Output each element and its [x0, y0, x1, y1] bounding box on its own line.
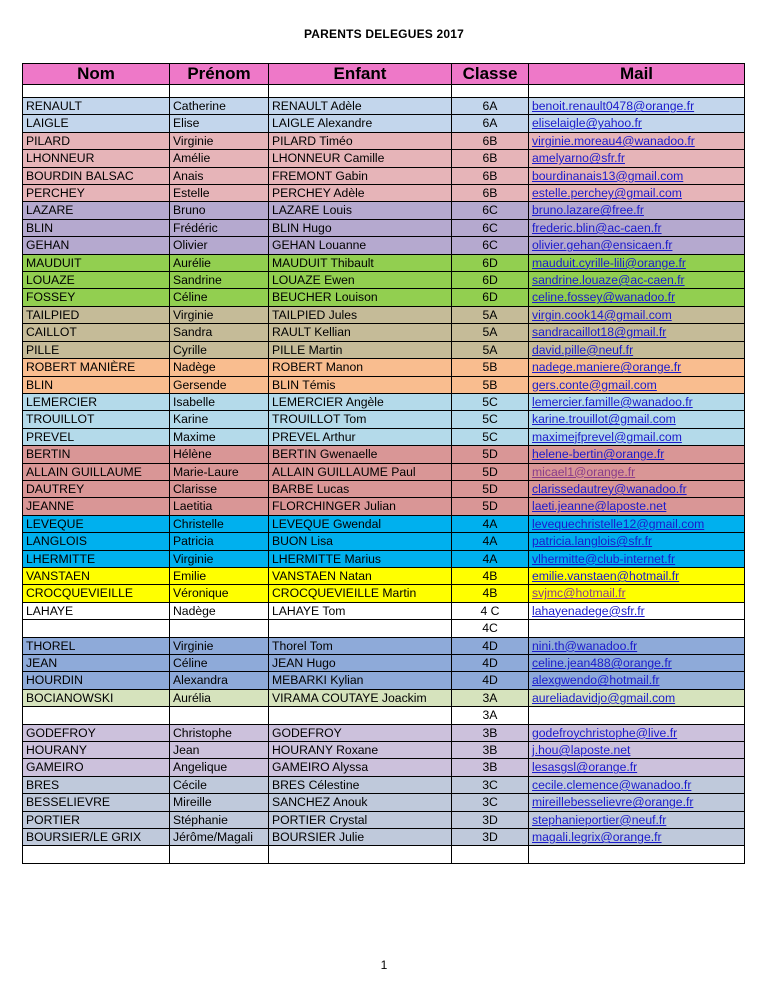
delegates-table — [22, 63, 745, 864]
cell-nom: PILARD — [23, 132, 170, 149]
cell-enfant: BOURSIER Julie — [269, 829, 452, 846]
table-row — [23, 411, 745, 428]
cell-prenom: Nadège — [170, 602, 269, 619]
cell-enfant: RENAULT Adèle — [269, 98, 452, 115]
cell-prenom: Clarisse — [170, 480, 269, 497]
table-row — [23, 306, 745, 323]
table-row — [23, 515, 745, 532]
cell-classe: 5C — [452, 393, 529, 410]
cell-enfant: MEBARKI Kylian — [269, 672, 452, 689]
cell-prenom: Christelle — [170, 515, 269, 532]
cell-mail[interactable]: virgin.cook14@gmail.com — [529, 306, 745, 323]
cell-classe: 4B — [452, 585, 529, 602]
cell-enfant: VANSTAEN Natan — [269, 567, 452, 584]
cell-enfant: BERTIN Gwenaelle — [269, 446, 452, 463]
cell-mail[interactable]: patricia.langlois@sfr.fr — [529, 533, 745, 550]
table-row — [23, 272, 745, 289]
cell-nom: ALLAIN GUILLAUME — [23, 463, 170, 480]
cell-enfant: HOURANY Roxane — [269, 742, 452, 759]
cell-enfant: LHONNEUR Camille — [269, 150, 452, 167]
cell-classe: 3A — [452, 707, 529, 724]
cell-enfant: GAMEIRO Alyssa — [269, 759, 452, 776]
cell-prenom: Angelique — [170, 759, 269, 776]
cell-nom: RENAULT — [23, 98, 170, 115]
cell-classe: 5B — [452, 376, 529, 393]
table-row — [23, 533, 745, 550]
table-row — [23, 219, 745, 236]
cell-classe: 5D — [452, 463, 529, 480]
cell-classe: 6D — [452, 272, 529, 289]
cell-nom: GODEFROY — [23, 724, 170, 741]
spacer-cell — [269, 85, 452, 98]
table-row — [23, 324, 745, 341]
cell-classe: 5D — [452, 480, 529, 497]
cell-classe: 6B — [452, 167, 529, 184]
page-number: 1 — [380, 958, 388, 972]
cell-classe: 5B — [452, 359, 529, 376]
cell-prenom: Olivier — [170, 237, 269, 254]
cell-prenom: Jean — [170, 742, 269, 759]
cell-mail[interactable]: olivier.gehan@ensicaen.fr — [529, 237, 745, 254]
cell-classe: 4 C — [452, 602, 529, 619]
table-row — [23, 567, 745, 584]
cell-mail[interactable]: maximejfprevel@gmail.com — [529, 428, 745, 445]
table-row — [23, 550, 745, 567]
header-enfant: Enfant — [269, 64, 452, 85]
table-row — [23, 655, 745, 672]
cell-enfant: GODEFROY — [269, 724, 452, 741]
table-row — [23, 254, 745, 271]
cell-prenom: Jérôme/Magali — [170, 829, 269, 846]
cell-nom: LEVEQUE — [23, 515, 170, 532]
cell-mail[interactable]: gers.conte@gmail.com — [529, 376, 745, 393]
cell-enfant: LAZARE Louis — [269, 202, 452, 219]
cell-prenom: Christophe — [170, 724, 269, 741]
cell-prenom: Bruno — [170, 202, 269, 219]
cell-classe: 3B — [452, 759, 529, 776]
cell-nom: LAZARE — [23, 202, 170, 219]
cell-enfant: ALLAIN GUILLAUME Paul — [269, 463, 452, 480]
cell-classe: 5D — [452, 446, 529, 463]
cell-mail[interactable]: lesasgsl@orange.fr — [529, 759, 745, 776]
cell-mail[interactable]: vlhermitte@club-internet.fr — [529, 550, 745, 567]
cell-classe: 5C — [452, 428, 529, 445]
cell-mail[interactable]: nadege.maniere@orange.fr — [529, 359, 745, 376]
cell-prenom: Sandra — [170, 324, 269, 341]
cell-classe: 3C — [452, 776, 529, 793]
cell-classe: 4B — [452, 567, 529, 584]
cell-mail[interactable]: aureliadavidjo@gmail.com — [529, 689, 745, 706]
cell-mail[interactable]: cecile.clemence@wanadoo.fr — [529, 776, 745, 793]
cell-classe: 5D — [452, 498, 529, 515]
cell-mail[interactable]: amelyarno@sfr.fr — [529, 150, 745, 167]
cell-prenom: Marie-Laure — [170, 463, 269, 480]
spacer-cell — [23, 85, 170, 98]
cell-nom: BLIN — [23, 376, 170, 393]
cell-enfant — [269, 707, 452, 724]
cell-prenom: Virginie — [170, 550, 269, 567]
cell-classe: 3B — [452, 724, 529, 741]
cell-enfant: BRES Célestine — [269, 776, 452, 793]
cell-enfant — [269, 846, 452, 863]
cell-nom: PREVEL — [23, 428, 170, 445]
document-title: PARENTS DELEGUES 2017 — [303, 27, 465, 41]
cell-mail[interactable]: celine.jean488@orange.fr — [529, 655, 745, 672]
cell-nom: HOURDIN — [23, 672, 170, 689]
spacer-cell — [170, 85, 269, 98]
spacer-cell — [452, 85, 529, 98]
cell-classe: 5A — [452, 306, 529, 323]
cell-mail[interactable]: frederic.blin@ac-caen.fr — [529, 219, 745, 236]
cell-nom: BOURSIER/LE GRIX — [23, 829, 170, 846]
table-row — [23, 759, 745, 776]
cell-classe: 6B — [452, 150, 529, 167]
cell-enfant — [269, 620, 452, 637]
cell-classe: 3D — [452, 811, 529, 828]
cell-classe: 4D — [452, 655, 529, 672]
cell-mail — [529, 707, 745, 724]
cell-mail[interactable]: estelle.perchey@gmail.com — [529, 185, 745, 202]
cell-nom — [23, 707, 170, 724]
header-classe: Classe — [452, 64, 529, 85]
table-row — [23, 150, 745, 167]
cell-prenom: Frédéric — [170, 219, 269, 236]
cell-prenom: Elise — [170, 115, 269, 132]
cell-nom: LHONNEUR — [23, 150, 170, 167]
cell-nom: TROUILLOT — [23, 411, 170, 428]
cell-mail[interactable]: bourdinanais13@gmail.com — [529, 167, 745, 184]
cell-mail[interactable]: celine.fossey@wanadoo.fr — [529, 289, 745, 306]
cell-nom — [23, 620, 170, 637]
cell-mail[interactable]: mireillebesselievre@orange.fr — [529, 794, 745, 811]
cell-classe: 5A — [452, 341, 529, 358]
cell-enfant: BUON Lisa — [269, 533, 452, 550]
cell-mail[interactable]: svjmc@hotmail.fr — [529, 585, 745, 602]
cell-classe: 4D — [452, 672, 529, 689]
cell-enfant: FLORCHINGER Julian — [269, 498, 452, 515]
table-row — [23, 480, 745, 497]
table-row — [23, 463, 745, 480]
cell-prenom: Catherine — [170, 98, 269, 115]
cell-classe: 4D — [452, 637, 529, 654]
header-row — [23, 64, 745, 85]
cell-mail[interactable]: helene-bertin@orange.fr — [529, 446, 745, 463]
table-row — [23, 602, 745, 619]
cell-nom: MAUDUIT — [23, 254, 170, 271]
cell-nom: JEANNE — [23, 498, 170, 515]
header-mail: Mail — [529, 64, 745, 85]
cell-classe: 3D — [452, 829, 529, 846]
cell-mail[interactable]: benoit.renault0478@orange.fr — [529, 98, 745, 115]
cell-classe: 4A — [452, 515, 529, 532]
cell-mail[interactable]: david.pille@neuf.fr — [529, 341, 745, 358]
cell-nom: LEMERCIER — [23, 393, 170, 410]
cell-nom: GEHAN — [23, 237, 170, 254]
cell-enfant: VIRAMA COUTAYE Joackim — [269, 689, 452, 706]
cell-prenom: Hélène — [170, 446, 269, 463]
cell-mail[interactable]: laeti.jeanne@laposte.net — [529, 498, 745, 515]
table-row — [23, 707, 745, 724]
cell-prenom: Sandrine — [170, 272, 269, 289]
cell-classe: 5C — [452, 411, 529, 428]
cell-nom: PORTIER — [23, 811, 170, 828]
cell-enfant: RAULT Kellian — [269, 324, 452, 341]
cell-classe — [452, 846, 529, 863]
cell-enfant: SANCHEZ Anouk — [269, 794, 452, 811]
table-row — [23, 237, 745, 254]
cell-nom: LANGLOIS — [23, 533, 170, 550]
cell-nom: DAUTREY — [23, 480, 170, 497]
table-row — [23, 167, 745, 184]
cell-mail[interactable]: emilie.vanstaen@hotmail.fr — [529, 567, 745, 584]
cell-prenom: Nadège — [170, 359, 269, 376]
cell-nom: BERTIN — [23, 446, 170, 463]
cell-mail[interactable]: virginie.moreau4@wanadoo.fr — [529, 132, 745, 149]
cell-enfant: JEAN Hugo — [269, 655, 452, 672]
cell-nom: BOURDIN BALSAC — [23, 167, 170, 184]
table-row — [23, 829, 745, 846]
cell-nom: LOUAZE — [23, 272, 170, 289]
cell-enfant: Thorel Tom — [269, 637, 452, 654]
cell-prenom — [170, 846, 269, 863]
cell-enfant: TAILPIED Jules — [269, 306, 452, 323]
cell-prenom: Cyrille — [170, 341, 269, 358]
cell-classe: 6C — [452, 202, 529, 219]
cell-nom: TAILPIED — [23, 306, 170, 323]
cell-nom: LAIGLE — [23, 115, 170, 132]
cell-classe: 6C — [452, 219, 529, 236]
cell-enfant: BLIN Hugo — [269, 219, 452, 236]
table-row — [23, 393, 745, 410]
cell-nom: LHERMITTE — [23, 550, 170, 567]
cell-mail — [529, 620, 745, 637]
cell-classe: 4A — [452, 533, 529, 550]
cell-enfant: CROCQUEVIEILLE Martin — [269, 585, 452, 602]
cell-prenom: Gersende — [170, 376, 269, 393]
cell-mail[interactable]: lahayenadege@sfr.fr — [529, 602, 745, 619]
cell-nom: FOSSEY — [23, 289, 170, 306]
cell-nom: PILLE — [23, 341, 170, 358]
cell-prenom: Virginie — [170, 637, 269, 654]
cell-classe: 6C — [452, 237, 529, 254]
cell-mail[interactable]: sandracaillot18@gmail.fr — [529, 324, 745, 341]
cell-enfant: MAUDUIT Thibault — [269, 254, 452, 271]
cell-classe: 6A — [452, 98, 529, 115]
cell-classe: 6D — [452, 289, 529, 306]
cell-enfant: LHERMITTE Marius — [269, 550, 452, 567]
cell-mail[interactable]: sandrine.louaze@ac-caen.fr — [529, 272, 745, 289]
cell-nom: PERCHEY — [23, 185, 170, 202]
cell-mail[interactable]: bruno.lazare@free.fr — [529, 202, 745, 219]
cell-prenom: Anais — [170, 167, 269, 184]
cell-enfant: LEMERCIER Angèle — [269, 393, 452, 410]
table-row — [23, 132, 745, 149]
cell-enfant: BLIN Témis — [269, 376, 452, 393]
cell-classe: 3C — [452, 794, 529, 811]
cell-mail[interactable]: clarissedautrey@wanadoo.fr — [529, 480, 745, 497]
table-row — [23, 585, 745, 602]
cell-mail[interactable]: nini.th@wanadoo.fr — [529, 637, 745, 654]
cell-classe: 5A — [452, 324, 529, 341]
cell-mail[interactable]: micael1@orange.fr — [529, 463, 745, 480]
table-row — [23, 341, 745, 358]
cell-prenom: Isabelle — [170, 393, 269, 410]
cell-mail[interactable]: lemercier.famille@wanadoo.fr — [529, 393, 745, 410]
cell-prenom: Laetitia — [170, 498, 269, 515]
cell-prenom: Maxime — [170, 428, 269, 445]
cell-enfant: TROUILLOT Tom — [269, 411, 452, 428]
cell-enfant: PILLE Martin — [269, 341, 452, 358]
cell-classe: 6D — [452, 254, 529, 271]
cell-mail[interactable]: karine.trouillot@gmail.com — [529, 411, 745, 428]
table-row — [23, 498, 745, 515]
cell-classe: 6B — [452, 185, 529, 202]
table-row — [23, 376, 745, 393]
cell-nom: THOREL — [23, 637, 170, 654]
cell-nom: BRES — [23, 776, 170, 793]
table-row — [23, 846, 745, 863]
cell-nom: VANSTAEN — [23, 567, 170, 584]
cell-classe: 6A — [452, 115, 529, 132]
cell-prenom: Mireille — [170, 794, 269, 811]
cell-enfant: ROBERT Manon — [269, 359, 452, 376]
cell-nom: CROCQUEVIEILLE — [23, 585, 170, 602]
cell-enfant: BARBE Lucas — [269, 480, 452, 497]
cell-classe: 3B — [452, 742, 529, 759]
cell-prenom: Aurélie — [170, 254, 269, 271]
cell-enfant: FREMONT Gabin — [269, 167, 452, 184]
table-row — [23, 742, 745, 759]
cell-nom: BLIN — [23, 219, 170, 236]
cell-prenom: Patricia — [170, 533, 269, 550]
header-prenom: Prénom — [170, 64, 269, 85]
cell-prenom: Emilie — [170, 567, 269, 584]
cell-nom: HOURANY — [23, 742, 170, 759]
table-row — [23, 794, 745, 811]
table-row — [23, 776, 745, 793]
table-row — [23, 620, 745, 637]
cell-enfant: LAIGLE Alexandre — [269, 115, 452, 132]
spacer-row — [23, 85, 745, 98]
cell-classe: 4C — [452, 620, 529, 637]
cell-prenom: Estelle — [170, 185, 269, 202]
cell-prenom — [170, 707, 269, 724]
cell-prenom: Cécile — [170, 776, 269, 793]
cell-prenom: Véronique — [170, 585, 269, 602]
table-row — [23, 359, 745, 376]
cell-prenom: Alexandra — [170, 672, 269, 689]
table-row — [23, 724, 745, 741]
cell-mail[interactable]: eliselaigle@yahoo.fr — [529, 115, 745, 132]
table-row — [23, 428, 745, 445]
cell-enfant: LEVEQUE Gwendal — [269, 515, 452, 532]
cell-prenom: Virginie — [170, 132, 269, 149]
cell-enfant: PILARD Timéo — [269, 132, 452, 149]
cell-enfant: GEHAN Louanne — [269, 237, 452, 254]
cell-prenom: Stéphanie — [170, 811, 269, 828]
cell-prenom: Karine — [170, 411, 269, 428]
cell-enfant: PORTIER Crystal — [269, 811, 452, 828]
cell-nom: LAHAYE — [23, 602, 170, 619]
cell-prenom: Amélie — [170, 150, 269, 167]
cell-enfant: LAHAYE Tom — [269, 602, 452, 619]
cell-enfant: LOUAZE Ewen — [269, 272, 452, 289]
cell-mail[interactable]: mauduit.cyrille-lili@orange.fr — [529, 254, 745, 271]
cell-prenom: Céline — [170, 289, 269, 306]
table-row — [23, 637, 745, 654]
cell-classe: 6B — [452, 132, 529, 149]
cell-nom: BESSELIEVRE — [23, 794, 170, 811]
cell-classe: 3A — [452, 689, 529, 706]
table-row — [23, 446, 745, 463]
table-row — [23, 289, 745, 306]
table-row — [23, 672, 745, 689]
table-row — [23, 811, 745, 828]
cell-mail[interactable]: magali.legrix@orange.fr — [529, 829, 745, 846]
spacer-cell — [529, 85, 745, 98]
cell-mail[interactable]: levequechristelle12@gmail.com — [529, 515, 745, 532]
cell-nom: GAMEIRO — [23, 759, 170, 776]
cell-mail[interactable]: godefroychristophe@live.fr — [529, 724, 745, 741]
cell-nom: JEAN — [23, 655, 170, 672]
cell-nom: CAILLOT — [23, 324, 170, 341]
table-row — [23, 98, 745, 115]
cell-prenom: Virginie — [170, 306, 269, 323]
cell-nom: ROBERT MANIÈRE — [23, 359, 170, 376]
cell-enfant: PREVEL Arthur — [269, 428, 452, 445]
cell-enfant: BEUCHER Louison — [269, 289, 452, 306]
cell-nom — [23, 846, 170, 863]
cell-classe: 4A — [452, 550, 529, 567]
cell-prenom — [170, 620, 269, 637]
table-row — [23, 115, 745, 132]
table-row — [23, 202, 745, 219]
cell-mail[interactable]: alexgwendo@hotmail.fr — [529, 672, 745, 689]
table-row — [23, 689, 745, 706]
cell-mail — [529, 846, 745, 863]
cell-nom: BOCIANOWSKI — [23, 689, 170, 706]
table-row — [23, 185, 745, 202]
cell-mail[interactable]: stephanieportier@neuf.fr — [529, 811, 745, 828]
cell-prenom: Aurélia — [170, 689, 269, 706]
cell-enfant: PERCHEY Adèle — [269, 185, 452, 202]
header-nom: Nom — [23, 64, 170, 85]
cell-prenom: Céline — [170, 655, 269, 672]
cell-mail[interactable]: j.hou@laposte.net — [529, 742, 745, 759]
